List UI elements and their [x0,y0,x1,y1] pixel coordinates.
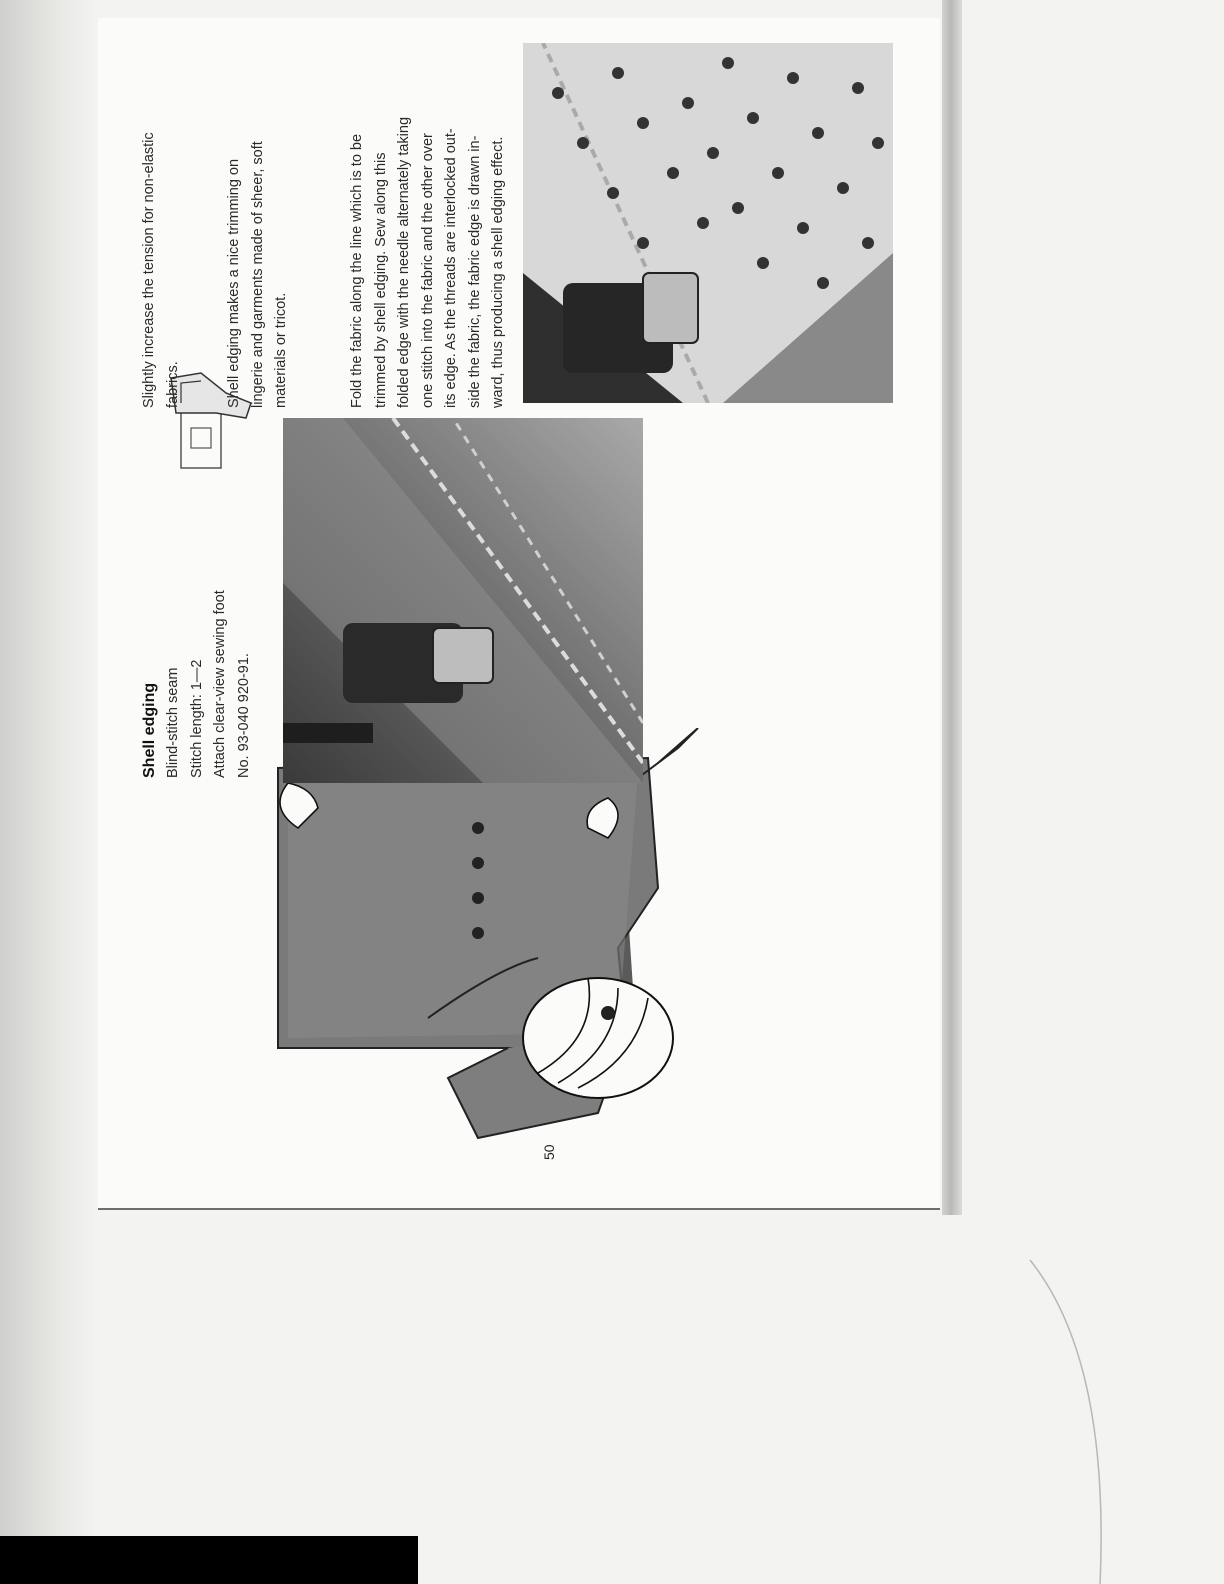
setting-line: Attach clear-view sewing foot [212,590,228,778]
text-line: materials or tricot. [273,292,289,408]
text-line: trimmed by shell edging. Sew along this [372,152,389,408]
settings-block [138,478,256,778]
description-paragraph [223,28,294,408]
photo-plain-fabric-stitching [283,418,643,783]
text-line: fabrics. [164,361,181,408]
text-line: side the fabric, the fabric edge is drawn in- [466,135,483,408]
illustration-panel [178,728,708,1168]
setting-line: No. 93-040 920-91. [235,653,252,778]
text-line: Shell edging makes a nice trimming on [226,158,242,408]
instructions-paragraph [346,28,511,408]
text-line: lingerie and garments made of sheer, soft [249,141,266,408]
rotated-content [98,18,940,1208]
text-line: folded edge with the needle alternately taking [396,116,412,408]
section-heading: Shell edging [141,682,158,778]
photo-polka-dot-fabric-stitching [523,43,893,403]
text-line: Fold the fabric along the line which is to be [349,133,365,408]
tension-note [138,28,185,408]
setting-line: Blind-stitch seam [165,667,181,778]
manual-page [98,18,940,1210]
page-number: 50 [541,1144,557,1160]
scan-shadow-right [942,0,962,1215]
text-line: ward, thus producing a shell edging effect. [490,136,506,408]
button-dot [472,927,484,939]
text-line: one stitch into the fabric and the other over [419,133,436,408]
paper-curl-shadow [960,1240,1224,1584]
scan-shadow-left [0,0,95,1584]
text-line: its edge. As the threads are interlocked out- [443,128,459,408]
woman-in-cardigan-illustration [178,728,708,1168]
setting-line: Stitch length: 1—2 [188,659,205,778]
scan-black-bar [0,1536,418,1584]
text-line: Slightly increase the tension for non-elastic [141,132,157,408]
